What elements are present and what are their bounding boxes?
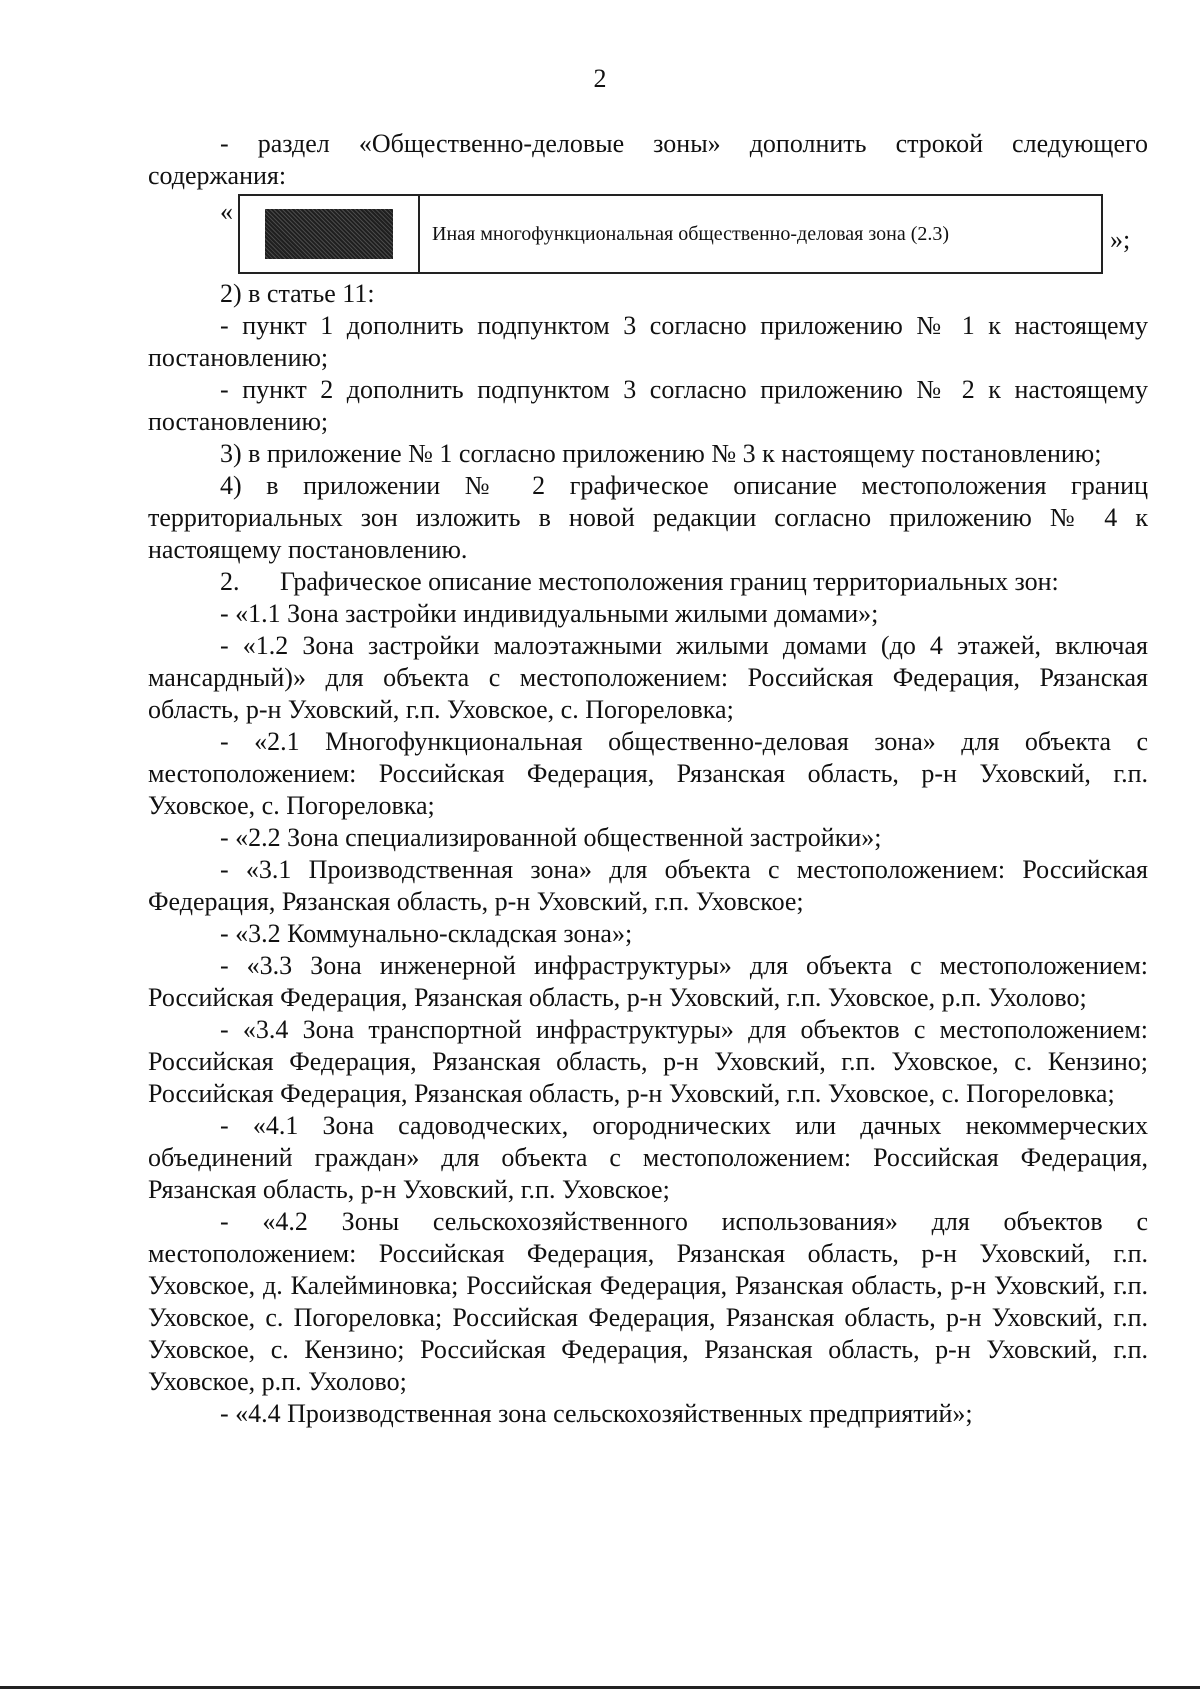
item-2a: - пункт 1 дополнить подпунктом 3 согласно приложению № 1 к настоящему постановлению; xyxy=(148,311,1148,372)
item-2b: - пункт 2 дополнить подпунктом 3 согласно приложению № 2 к настоящему постановлению; xyxy=(148,375,1148,436)
zone-item: - «2.2 Зона специализированной общественной застройки»; xyxy=(220,823,882,852)
zone-item: - «3.4 Зона транспортной инфраструктуры» для объектов с местоположением: Российская Федерация, Рязанская область, р-н Уховский, г.п. Уховское, с. Кензино; Российская Федерация, Рязанская область, р-н Уховский, г.п. Уховское, с. Погореловка; xyxy=(148,1015,1148,1108)
page-number: 2 xyxy=(593,64,607,93)
zone-color-swatch xyxy=(265,209,393,259)
section-2-number: 2. xyxy=(220,567,240,596)
zone-item: - «1.2 Зона застройки малоэтажными жилыми домами (до 4 этажей, включая мансардный)» для объекта с местоположением: Российская Федерация, Рязанская область, р-н Уховский, г.п. Уховское, с. Погореловка; xyxy=(148,631,1148,724)
zone-item: - «1.1 Зона застройки индивидуальными жилыми домами»; xyxy=(220,599,879,628)
zone-table-row xyxy=(148,194,1148,274)
section-2-heading xyxy=(148,566,1148,598)
zone-item: - «4.4 Производственная зона сельскохозяйственных предприятий»; xyxy=(220,1399,973,1428)
section-2-title: Графическое описание местоположения границ территориальных зон: xyxy=(280,567,1059,596)
quote-close: »; xyxy=(1110,225,1131,254)
zone-item: - «4.1 Зона садоводческих, огороднических или дачных некоммерческих объединений граждан» для объекта с местоположением: Российская Федерация, Рязанская область, р-н Уховский, г.п. Уховское; xyxy=(148,1111,1148,1204)
zone-item: - «2.1 Многофункциональная общественно-деловая зона» для объекта с местоположением: Российская Федерация, Рязанская область, р-н Уховский, г.п. Уховское, с. Погореловка; xyxy=(148,727,1148,820)
document-body xyxy=(148,128,1148,1430)
zone-item: - «4.2 Зоны сельскохозяйственного использования» для объектов с местоположением: Российская Федерация, Рязанская область, р-н Уховский, г.п. Уховское, д. Калейминовка; Российская Федерация, Рязанская область, р-н Уховский, г.п. Уховское, с. Погореловка; Российская Федерация, Рязанская область, р-н Уховский, г.п. Уховское, с. Кензино; Российская Федерация, Рязанская область, р-н Уховский, г.п. Уховское, р.п. Ухолово; xyxy=(148,1207,1148,1396)
item-2: 2) в статье 11: xyxy=(220,279,375,308)
bottom-rule xyxy=(0,1686,1200,1689)
item-4: 4) в приложении № 2 графическое описание местоположения границ территориальных зон изложить в новой редакции согласно приложению № 4 к настоящему постановлению. xyxy=(148,471,1148,564)
zone-item: - «3.2 Коммунально-складская зона»; xyxy=(220,919,633,948)
item-3: 3) в приложение № 1 согласно приложению № 3 к настоящему постановлению; xyxy=(220,439,1102,468)
quote-open: « xyxy=(220,197,233,226)
zone-item: - «3.3 Зона инженерной инфраструктуры» для объекта с местоположением: Российская Федерация, Рязанская область, р-н Уховский, г.п. Уховское, р.п. Ухолово; xyxy=(148,951,1148,1012)
zone-item: - «3.1 Производственная зона» для объекта с местоположением: Российская Федерация, Рязанская область, р-н Уховский, г.п. Уховское; xyxy=(148,855,1148,916)
zone-table xyxy=(238,194,1103,274)
zone-name-cell: Иная многофункциональная общественно-деловая зона (2.3) xyxy=(432,223,950,245)
intro-paragraph: - раздел «Общественно-деловые зоны» дополнить строкой следующего содержания: xyxy=(148,129,1148,190)
zone-color-cell xyxy=(240,196,420,272)
